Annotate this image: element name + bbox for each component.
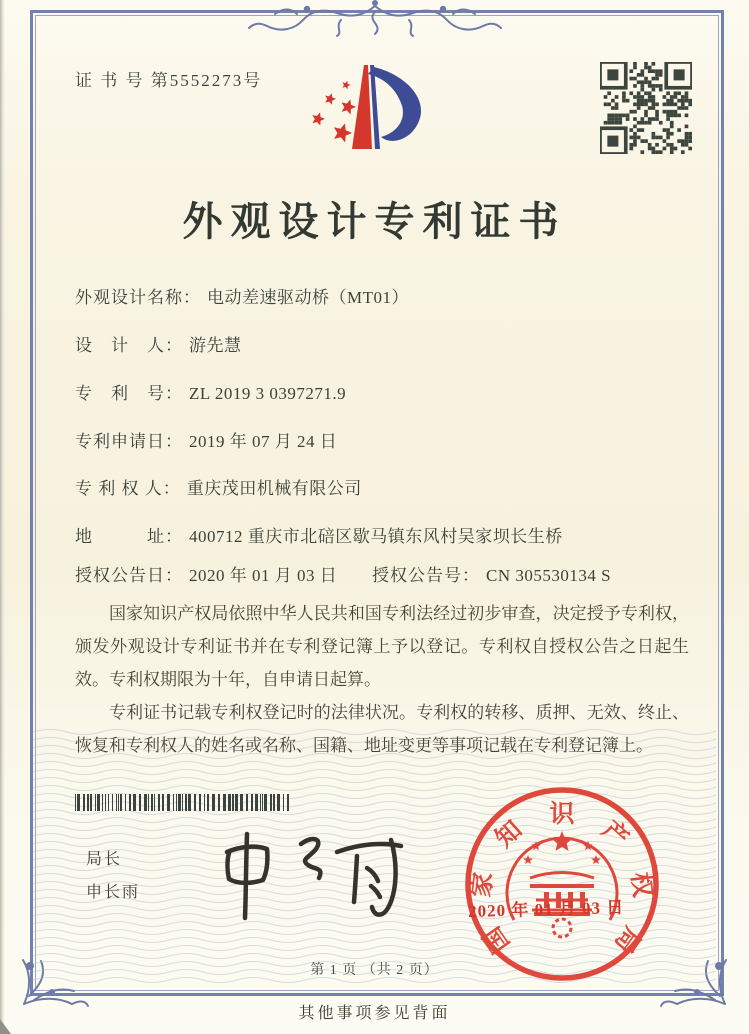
legal-paragraph: 专利证书记载专利权登记时的法律状况。专利权的转移、质押、无效、终止、恢复和专利权人的姓名或名称、国籍、地址变更等事项记载在专利登记簿上。 xyxy=(75,703,689,755)
field-label: 授权公告日： xyxy=(75,566,183,585)
field-label: 专 利 号： xyxy=(75,384,183,403)
svg-text:家: 家 xyxy=(468,870,498,899)
official-seal-icon xyxy=(450,772,680,982)
field-filing-date xyxy=(75,427,337,452)
field-address xyxy=(75,522,563,547)
field-designer xyxy=(75,331,242,356)
signer-name: 申长雨 xyxy=(86,884,141,901)
field-label: 外观设计名称： xyxy=(75,288,201,307)
field-value: 2019 年 07 月 24 日 xyxy=(189,432,338,451)
field-value: ZL 2019 3 0397271.9 xyxy=(189,384,347,403)
signature-icon xyxy=(205,822,405,927)
certificate-title: 外观设计专利证书 xyxy=(182,199,567,244)
field-label: 专利申请日： xyxy=(75,432,183,451)
seal-date: 2020 年 01 月 03 日 xyxy=(467,897,625,922)
scan-page-edge xyxy=(0,0,5,1034)
footer-note: 其他事项参见背面 xyxy=(298,1005,451,1022)
page-number: 第 1 页 （共 2 页） xyxy=(310,963,439,978)
signer-title: 局长 xyxy=(86,851,123,868)
field-design-name xyxy=(75,283,409,308)
field-value: 重庆茂田机械有限公司 xyxy=(186,479,362,498)
field-patentee xyxy=(75,474,362,499)
field-patent-number xyxy=(75,379,346,404)
field-label: 专 利 权 人： xyxy=(75,479,181,498)
svg-text:国: 国 xyxy=(478,921,516,958)
svg-text:权: 权 xyxy=(626,870,656,899)
field-label: 授权公告号： xyxy=(372,566,480,585)
certificate-number: 证 书 号 第5552273号 xyxy=(75,71,263,90)
legal-text xyxy=(75,597,689,762)
field-grant-date xyxy=(75,561,337,586)
field-value: 游先慧 xyxy=(189,336,242,355)
svg-text:知: 知 xyxy=(490,816,528,854)
field-value: 电动差速驱动桥（MT01） xyxy=(207,288,409,307)
barcode-icon xyxy=(75,794,291,812)
field-label: 设 计 人： xyxy=(75,336,183,355)
qr-code-icon xyxy=(600,62,692,154)
field-value: CN 305530134 S xyxy=(486,566,612,585)
cnipa-logo-icon xyxy=(302,55,442,163)
field-value: 400712 重庆市北碚区歇马镇东风村吴家坝长生桥 xyxy=(189,527,563,546)
svg-text:产: 产 xyxy=(596,816,634,854)
svg-text:局: 局 xyxy=(608,921,646,958)
signer-block xyxy=(86,843,140,909)
legal-paragraph: 国家知识产权局依照中华人民共和国专利法经过初步审查，决定授予专利权，颁发外观设计专利证书并在专利登记簿上予以登记。专利权自授权公告之日起生效。专利权期限为十年，自申请日起算。 xyxy=(75,604,689,689)
top-ornament-icon xyxy=(247,0,503,38)
field-grant-number xyxy=(372,561,611,586)
field-value: 2020 年 01 月 03 日 xyxy=(189,566,338,585)
field-label: 地 址： xyxy=(75,527,183,546)
svg-text:识: 识 xyxy=(549,801,575,828)
